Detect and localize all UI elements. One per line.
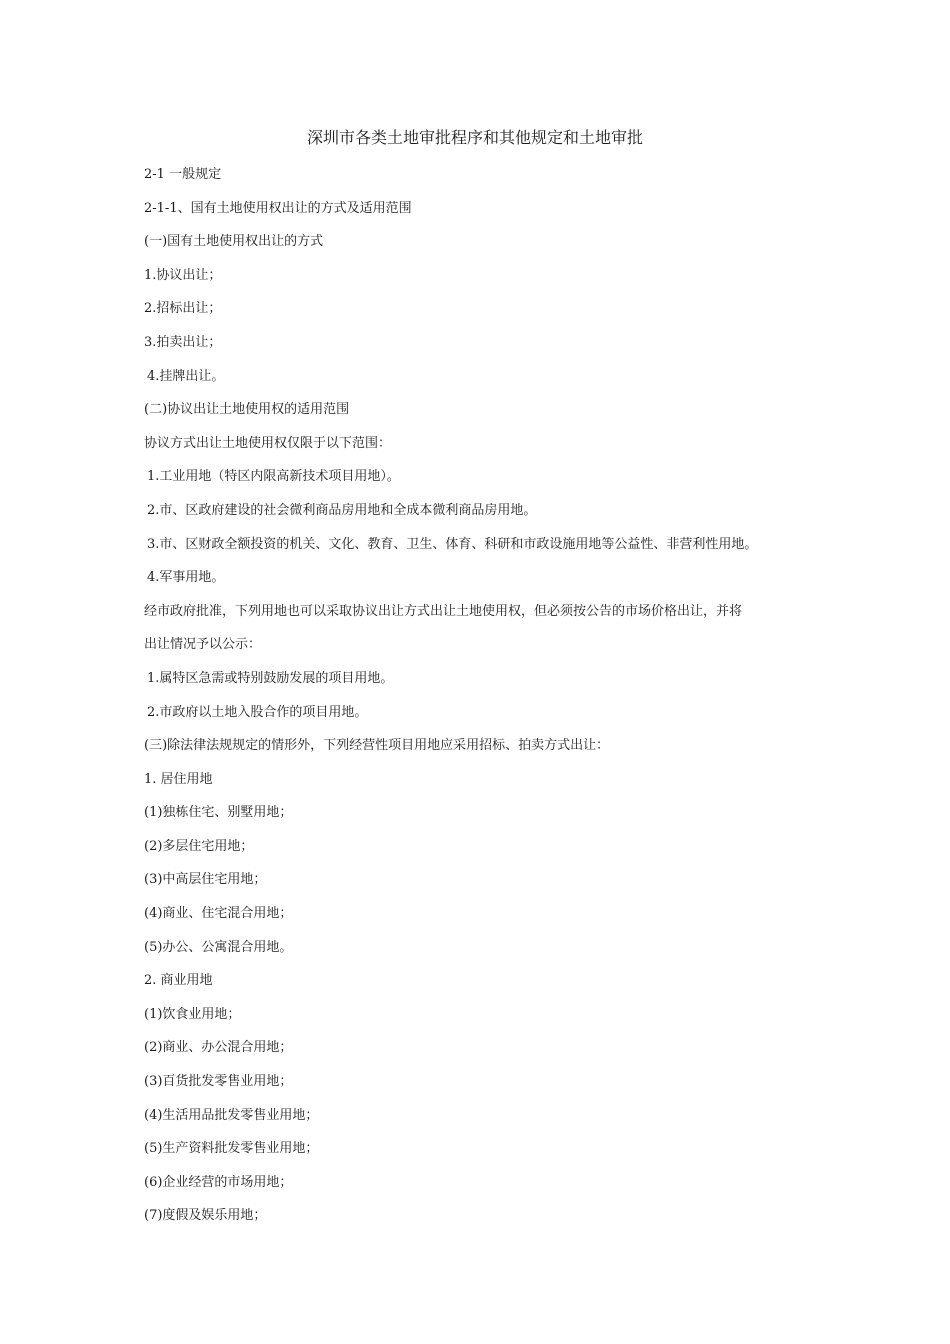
paragraph: 协议方式出让土地使用权仅限于以下范围：	[144, 435, 392, 451]
subheading-residential: 1. 居住用地	[144, 771, 213, 787]
list-item: (3)百货批发零售业用地；	[144, 1074, 293, 1090]
paragraph: 经市政府批准，下列用地也可以采取协议出让方式出让土地使用权，但必须按公告的市场价格出让，并将	[144, 603, 743, 619]
list-item: (6)企业经营的市场用地；	[144, 1174, 293, 1190]
section-1-heading: (一)国有土地使用权出让的方式	[144, 234, 324, 250]
document-body	[144, 164, 824, 1239]
section-3-heading: (三)除法律法规规定的情形外，下列经营性项目用地应采用招标、拍卖方式出让：	[144, 738, 610, 754]
subheading-commercial: 2. 商业用地	[144, 973, 213, 989]
list-item: 3.拍卖出让；	[144, 334, 222, 350]
list-item: (5)生产资料批发零售业用地；	[144, 1141, 319, 1157]
list-item: 3.市、区财政全额投资的机关、文化、教育、卫生、体育、科研和市政设施用地等公益性、非营利性用地。	[147, 536, 758, 552]
list-item: (5)办公、公寓混合用地。	[144, 939, 293, 955]
heading-general-rules: 2-1 一般规定	[144, 167, 222, 182]
list-item: 1.属特区急需或特别鼓励发展的项目用地。	[147, 670, 394, 686]
heading-transfer-methods-scope: 2-1-1、国有土地使用权出让的方式及适用范围	[144, 200, 412, 216]
list-item: (4)商业、住宅混合用地；	[144, 906, 293, 922]
list-item: (3)中高层住宅用地；	[144, 872, 267, 888]
section-2-heading: (二)协议出让土地使用权的适用范围	[144, 402, 350, 418]
list-item: 4.军事用地。	[147, 570, 225, 586]
list-item: 4.挂牌出让。	[147, 368, 225, 384]
list-item: 2.市政府以土地入股合作的项目用地。	[147, 704, 368, 720]
list-item: (1)饮食业用地；	[144, 1006, 241, 1022]
list-item: (2)多层住宅用地；	[144, 838, 254, 854]
list-item: (1)独栋住宅、别墅用地；	[144, 805, 293, 821]
list-item: (2)商业、办公混合用地；	[144, 1040, 293, 1056]
list-item: 2.招标出让；	[144, 301, 222, 317]
list-item: 1.协议出让；	[144, 267, 222, 283]
list-item: (4)生活用品批发零售业用地；	[144, 1107, 319, 1123]
paragraph: 出让情况予以公示：	[144, 637, 262, 653]
list-item: (7)度假及娱乐用地；	[144, 1208, 267, 1224]
list-item: 2.市、区政府建设的社会微利商品房用地和全成本微利商品房用地。	[147, 502, 537, 518]
list-item: 1.工业用地（特区内限高新技术项目用地）。	[147, 469, 400, 485]
document-title: 深圳市各类土地审批程序和其他规定和土地审批	[306, 128, 643, 147]
